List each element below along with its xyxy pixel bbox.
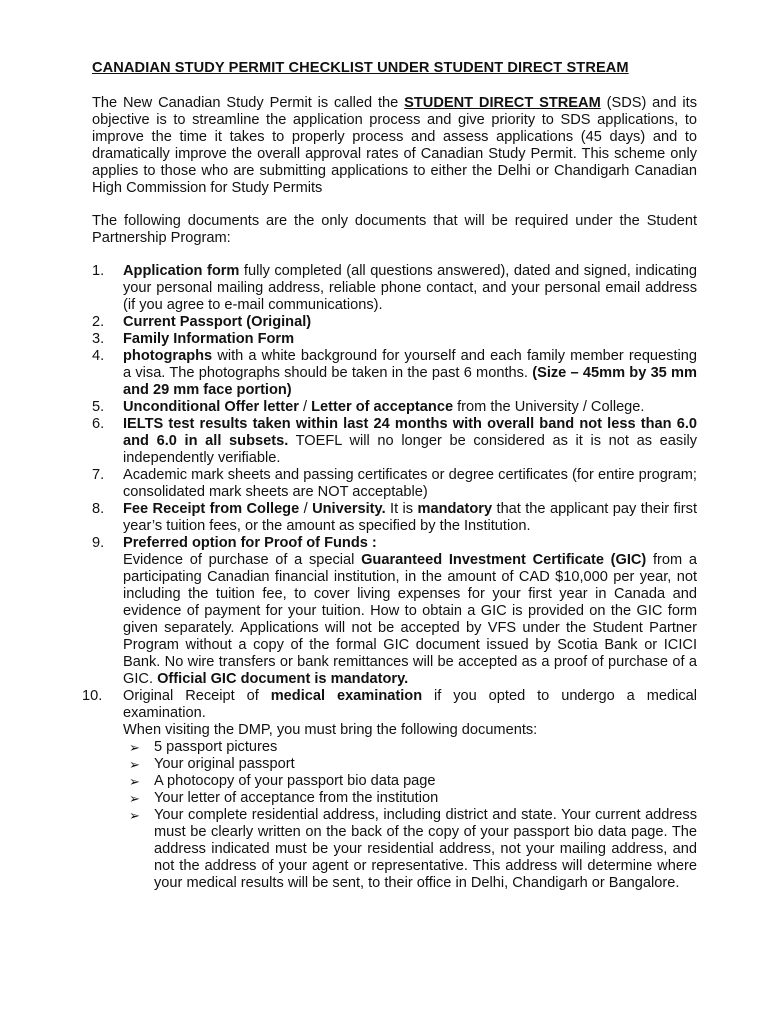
item-bold: Fee Receipt from College: [123, 501, 300, 517]
item-number: 8.: [92, 501, 105, 517]
item-text: that the applicant pay their first year’s tuition fees, or the amount as specified by the Institution.: [123, 501, 698, 534]
item-bold: Guaranteed Investment Certificate (GIC): [361, 552, 647, 568]
list-item: [129, 773, 697, 790]
item-text: TOEFL will no longer be considered as it is not as easily independently verifiable.: [123, 433, 697, 466]
list-item-text: Your original passport: [154, 756, 295, 772]
list-item: [129, 807, 697, 892]
item-bold: Family Information Form: [123, 331, 295, 347]
item-bold: Preferred option for Proof of Funds :: [123, 535, 377, 551]
item-bold: Application form: [123, 263, 240, 279]
intro-text-start: The New Canadian Study Permit is called the: [92, 95, 405, 111]
arrow-bullet-icon: ➢: [129, 808, 140, 823]
item-bold: medical examination: [270, 688, 423, 704]
item-text: Original Receipt of: [123, 688, 271, 704]
checklist-item-4: [92, 348, 697, 399]
list-item-text: 5 passport pictures: [154, 739, 278, 755]
item-number: 6.: [92, 416, 105, 432]
checklist-item-1: [92, 263, 697, 314]
item-bold: IELTS test results taken within last 24 months with overall band not less than 6.0 and 6.0 in all subsets.: [123, 416, 697, 449]
item-number: 1.: [92, 263, 105, 279]
checklist-item-8: [92, 501, 697, 535]
item-number: 3.: [92, 331, 105, 347]
list-item: [129, 739, 697, 756]
item-number: 4.: [92, 348, 105, 364]
arrow-bullet-icon: ➢: [129, 791, 140, 806]
item-bold: Current Passport (Original): [123, 314, 312, 330]
checklist: [82, 263, 698, 892]
list-item-text: A photocopy of your passport bio data page: [154, 773, 436, 789]
checklist-item-5: [92, 399, 697, 416]
item-number: 10.: [82, 688, 103, 704]
document-body: [82, 60, 698, 892]
item-text: /: [298, 399, 312, 415]
item-number: 2.: [92, 314, 105, 330]
intro-paragraph: [92, 95, 697, 197]
item-text: fully completed (all questions answered), dated and signed, indicating your personal mailing address, reliable phone contact, and your personal email address (if you agree to e-mail communications).: [123, 263, 697, 313]
item-text: Academic mark sheets and passing certificates or degree certificates (for entire program; consolidated mark sheets are NOT acceptable): [123, 467, 697, 500]
item-text: from the University / College.: [453, 399, 645, 415]
checklist-item-2: [92, 314, 697, 331]
item-bold: University.: [312, 501, 386, 517]
item-number: 7.: [92, 467, 105, 483]
checklist-item-10: [82, 688, 697, 892]
item-text: with a white background for yourself and each family member requesting a visa. The photographs should be taken in the past 6 months.: [123, 348, 697, 381]
dmp-document-list: [123, 739, 697, 892]
arrow-bullet-icon: ➢: [129, 757, 140, 772]
intro-highlight: STUDENT DIRECT STREAM: [404, 95, 601, 111]
list-item-text: Your letter of acceptance from the institution: [154, 790, 439, 806]
item-number: 9.: [92, 535, 105, 551]
item-text: from a participating Canadian financial institution, in the amount of CAD $10,000 per year, not including the tuition fee, to cover living expenses for your first year in Canada and evidence of payment for your tuition. How to obtain a GIC is provided on the GIC form given separately. Applications will not be accepted by VFS under the Student Partner Program without a copy of the formal GIC document issued by Scotia Bank or ICICI Bank. No wire transfers or bank remittances will be accepted as a proof of purchase of a GIC.: [123, 552, 697, 687]
checklist-item-3: [92, 331, 697, 348]
list-item-text: Your complete residential address, including district and state. Your current address must be clearly written on the back of the copy of your passport bio data page. The address indicated must be your residential address, not your mailing address, and not the address of your agent or representative. This address will determine where your medical results will be sent, to their office in Delhi, Chandigarh or Bangalore.: [154, 807, 697, 891]
item-bold: Official GIC document is mandatory.: [157, 671, 409, 687]
arrow-bullet-icon: ➢: [129, 774, 140, 789]
arrow-bullet-icon: ➢: [129, 740, 140, 755]
item-text: if you opted to undergo a medical examination.: [123, 688, 697, 721]
checklist-item-9: [92, 535, 697, 688]
item-text: Evidence of purchase of a special: [123, 552, 362, 568]
intro-text-end: (SDS) and its objective is to streamline the application process and give priority to SDS applications, to improve the time it takes to properly process and assess applications (45 days) and to dramatically improve the overall approval rates of Canadian Study Permit. This scheme only applies to those who are submitting applications to either the Delhi or Chandigarh Canadian High Commission for Study Permits: [92, 95, 697, 196]
item-text: /: [299, 501, 313, 517]
item-text: It is: [385, 501, 418, 517]
list-item: [129, 790, 697, 807]
checklist-item-7: [92, 467, 697, 501]
item-bold: Unconditional Offer letter: [123, 399, 299, 415]
item-number: 5.: [92, 399, 105, 415]
item-bold: (Size – 45mm by 35 mm and 29 mm face portion): [123, 365, 697, 398]
item-bold: photographs: [123, 348, 213, 364]
page-title: CANADIAN STUDY PERMIT CHECKLIST UNDER STUDENT DIRECT STREAM: [92, 60, 629, 76]
item-bold: Letter of acceptance: [311, 399, 454, 415]
checklist-item-6: [92, 416, 697, 467]
item-subtext: When visiting the DMP, you must bring the following documents:: [123, 722, 538, 738]
lead-paragraph: The following documents are the only documents that will be required under the Student Partnership Program:: [92, 213, 697, 246]
list-item: [129, 756, 697, 773]
item-bold: mandatory: [417, 501, 493, 517]
